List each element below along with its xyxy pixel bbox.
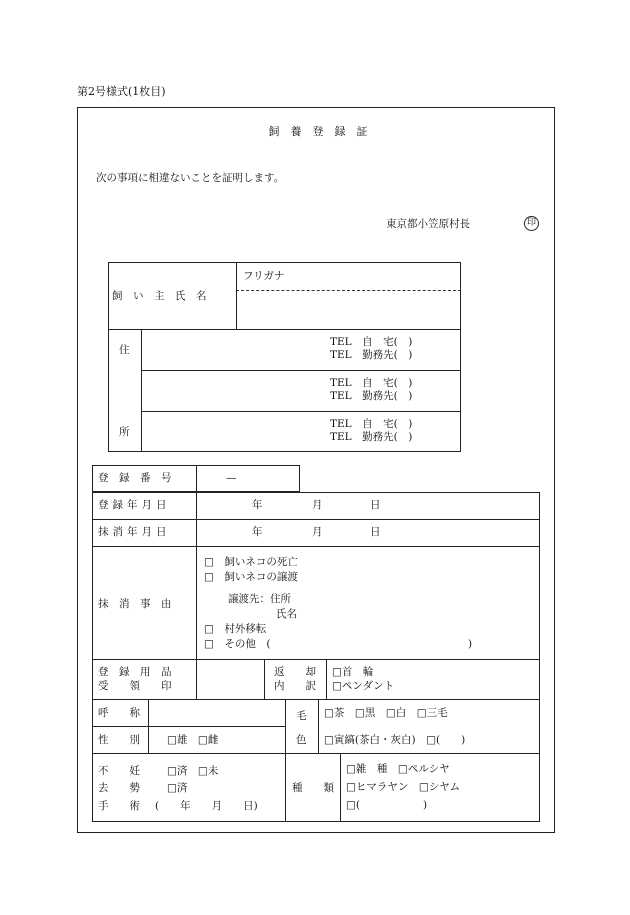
cat-sex-options: □雄 □雌 — [167, 734, 219, 746]
cancel-year: 年 — [252, 526, 263, 538]
reason-other-close: ) — [468, 638, 473, 650]
breed-row3: □( ) — [346, 799, 428, 811]
address-label-bottom: 所 — [119, 426, 130, 438]
registration-date-label: 登録年月日 — [98, 499, 171, 511]
infertile-label: 不 妊 — [98, 765, 140, 777]
reason-transfer: □ 飼いネコの譲渡 — [204, 571, 298, 583]
transferee-name: 氏名 — [276, 608, 297, 620]
seal-mark: 印 — [524, 216, 539, 231]
transferee-address: 譲渡先：住所 — [228, 593, 291, 605]
items-label-top: 登 録 用 品 — [98, 666, 172, 678]
certify-text: 次の事項に相違ないことを証明します。 — [96, 172, 285, 184]
reason-death: □ 飼いネコの死亡 — [204, 556, 298, 568]
reason-other: □ その他 ( — [204, 638, 271, 650]
fur-color-row1: □茶 □黒 □白 □三毛 — [324, 707, 448, 719]
owner-name-label: 飼 い 主 氏 名 — [112, 290, 207, 302]
return-label-bottom: 内 訳 — [274, 680, 316, 692]
cancel-month: 月 — [312, 526, 323, 538]
cat-name-label: 呼 称 — [98, 707, 140, 719]
form-number: 第2号様式(1枚目) — [77, 85, 166, 98]
cancel-reason-label: 抹 消 事 由 — [98, 598, 172, 610]
registration-number-value: — — [226, 472, 237, 484]
breed-label: 種 類 — [292, 782, 334, 794]
items-label-bottom: 受 領 印 — [98, 680, 172, 692]
tel-home-1: TEL 自 宅( ) — [330, 336, 413, 348]
breed-row1: □雑 種 □ペルシヤ — [346, 763, 450, 775]
issuer-name: 東京都小笠原村長 — [386, 218, 470, 230]
collar-option: □首 輪 — [332, 666, 374, 678]
fur-label-bottom: 色 — [296, 734, 307, 746]
tel-work-3: TEL 勤務先( ) — [330, 431, 413, 443]
furigana-label: フリガナ — [243, 270, 285, 282]
return-label-top: 返 却 — [274, 666, 316, 678]
fur-color-row2: □寅縞(茶白・灰白) □( ) — [324, 734, 466, 746]
cancel-day: 日 — [370, 526, 381, 538]
registration-table — [92, 492, 540, 822]
fur-label-top: 毛 — [296, 710, 307, 722]
reason-moved: □ 村外移転 — [204, 623, 267, 635]
registration-day: 日 — [370, 499, 381, 511]
tel-work-2: TEL 勤務先( ) — [330, 390, 413, 402]
surgery-label: 手 術 — [98, 800, 140, 812]
tel-home-2: TEL 自 宅( ) — [330, 377, 413, 389]
tel-work-1: TEL 勤務先( ) — [330, 349, 413, 361]
cat-sex-label: 性 別 — [98, 734, 140, 746]
pendant-option: □ペンダント — [332, 680, 395, 692]
address-label-top: 住 — [119, 344, 130, 356]
castration-label: 去 勢 — [98, 782, 140, 794]
tel-home-3: TEL 自 宅( ) — [330, 418, 413, 430]
registration-month: 月 — [312, 499, 323, 511]
breed-row2: □ヒマラヤン □シヤム — [346, 781, 461, 793]
registration-year: 年 — [252, 499, 263, 511]
page-title: 飼 養 登 録 証 — [268, 125, 368, 138]
infertile-options: □済 □未 — [167, 765, 219, 777]
cancel-date-label: 抹消年月日 — [98, 526, 171, 538]
surgery-date: ( 年 月 日) — [155, 800, 258, 812]
registration-number-label: 登 録 番 号 — [98, 472, 172, 484]
castration-options: □済 — [167, 782, 188, 794]
